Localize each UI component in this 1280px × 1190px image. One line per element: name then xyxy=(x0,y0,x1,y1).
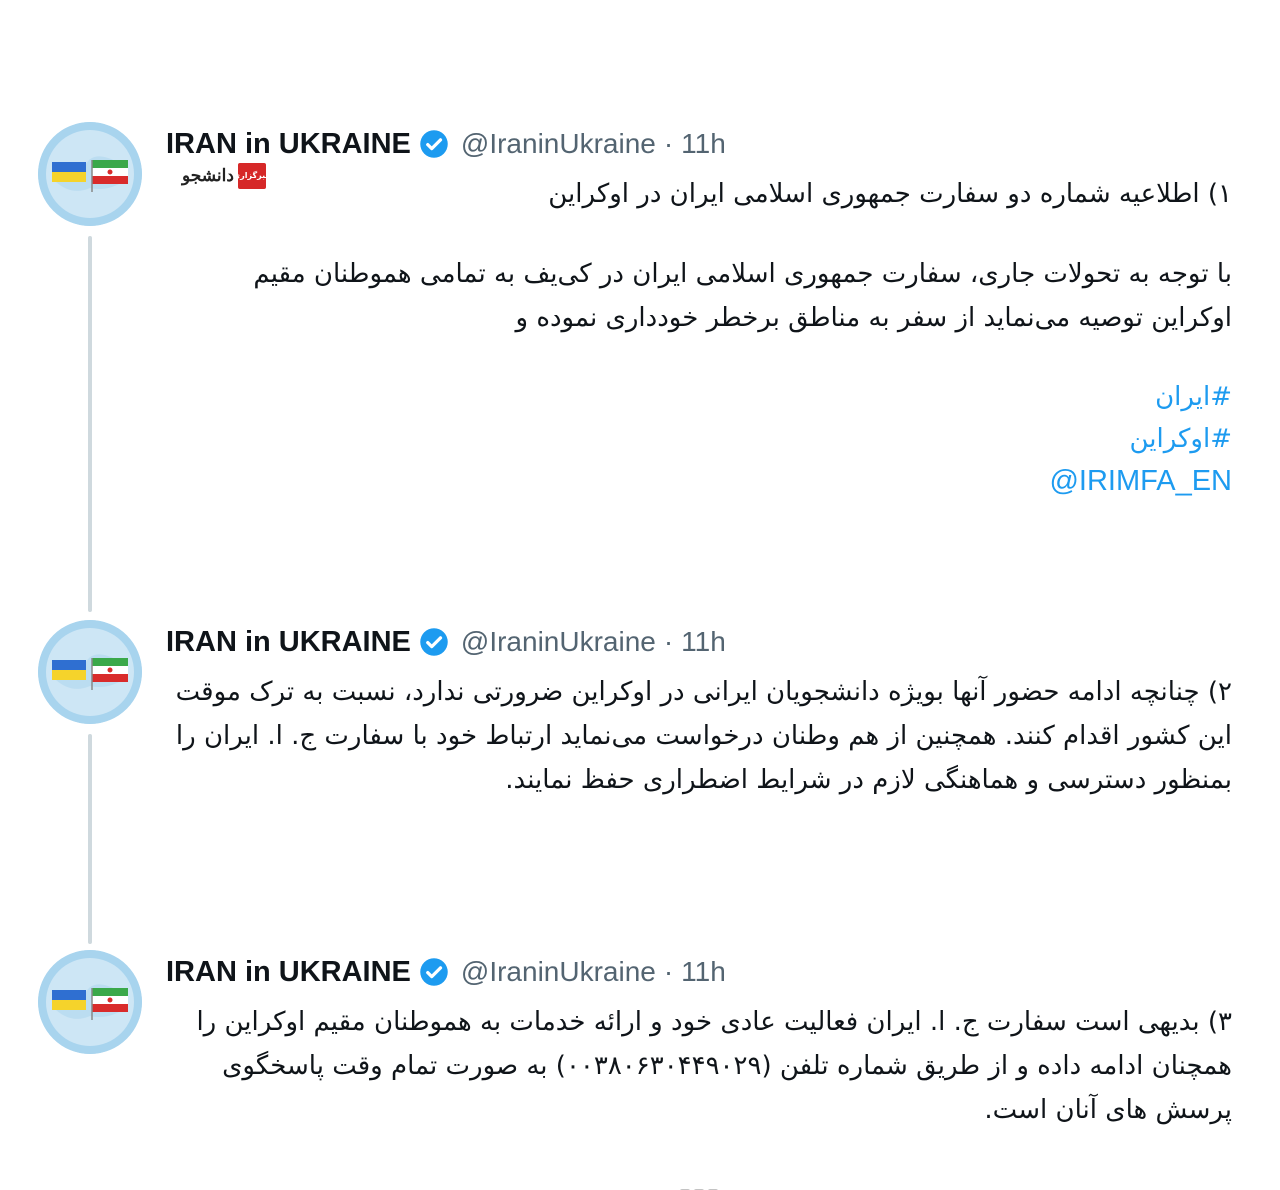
verified-badge-icon xyxy=(419,129,449,159)
hashtag-link[interactable]: #ایران xyxy=(1155,382,1232,412)
avatar[interactable] xyxy=(38,620,142,724)
verified-badge-icon xyxy=(419,957,449,987)
tweet-links xyxy=(166,376,1232,502)
tweet-header xyxy=(166,622,726,662)
watermark-text: دانشجو xyxy=(182,166,234,186)
tweet-text-paragraph: ۲) چنانچه ادامه حضور آنها بویژه دانشجویان ایرانی در اوکراین ضرورتی ندارد، نسبت به ترک موقت این کشور اقدام کنند. همچنین از هم وطنان درخواست می‌نماید ارتباط خود با سفارت ج. ا. ایران را بمنظور دسترسی و هماهنگی لازم در شرایط اضطراری حفظ نمایند. xyxy=(175,677,1232,795)
timestamp[interactable]: 11h xyxy=(681,956,726,987)
tweet-text-line: ۱) اطلاعیه شماره دو سفارت جمهوری اسلامی ایران در اوکراین xyxy=(548,179,1232,209)
tweet-text xyxy=(166,1000,1232,1132)
verified-badge-icon xyxy=(419,627,449,657)
timestamp[interactable]: 11h xyxy=(681,626,726,657)
tweet-header xyxy=(166,952,726,992)
tweet-text-paragraph: ۳) بدیهی است سفارت ج. ا. ایران فعالیت عادی خود و ارائه خدمات به هموطنان مقیم اوکراین را همچنان ادامه داده و از طریق شماره تلفن (۰۰۳۸۰۶۳۰۴۴۹۰۲۹) به صورت تمام وقت پاسخگوی پرسش های آنان است. xyxy=(196,1007,1232,1125)
embassy-flags-logo-icon xyxy=(38,620,142,724)
display-name[interactable]: IRAN in UKRAINE xyxy=(166,955,411,988)
display-name[interactable]: IRAN in UKRAINE xyxy=(166,625,411,658)
separator-dot: · xyxy=(663,626,674,657)
tweet-text xyxy=(166,670,1232,802)
separator-dot: · xyxy=(663,128,674,159)
user-handle[interactable]: @IraninUkraine xyxy=(460,956,656,987)
embassy-flags-logo-icon xyxy=(38,950,142,1054)
cropped-next-tweet-fragment xyxy=(680,1178,770,1190)
hashtag-link[interactable]: #اوکراین xyxy=(1129,424,1232,454)
timestamp[interactable]: 11h xyxy=(681,128,726,159)
thread-connector-line xyxy=(88,236,92,612)
thread-connector-line xyxy=(88,734,92,944)
tweet-header xyxy=(166,124,726,164)
tweet-text xyxy=(166,172,1232,502)
avatar[interactable] xyxy=(38,122,142,226)
mention-link[interactable]: @IRIMFA_EN xyxy=(1049,465,1232,497)
avatar[interactable] xyxy=(38,950,142,1054)
watermark-badge: خبرگزاری xyxy=(238,163,266,189)
embassy-flags-logo-icon xyxy=(38,122,142,226)
separator-dot: · xyxy=(663,956,674,987)
tweet-text-paragraph: با توجه به تحولات جاری، سفارت جمهوری اسلامی ایران در کی‌یف به تمامی هموطنان مقیم اوکراین توصیه می‌نماید از سفر به مناطق برخطر خودداری نموده و xyxy=(253,259,1232,333)
display-name[interactable]: IRAN in UKRAINE xyxy=(166,127,411,160)
user-handle[interactable]: @IraninUkraine xyxy=(460,626,656,657)
user-handle[interactable]: @IraninUkraine xyxy=(460,128,656,159)
